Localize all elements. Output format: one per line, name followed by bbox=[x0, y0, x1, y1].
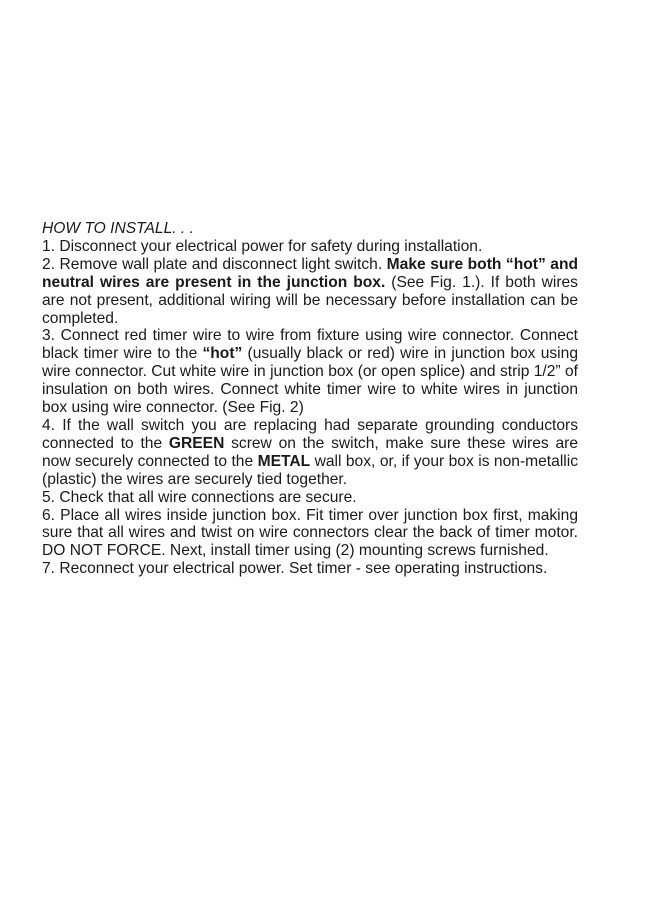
step-3 bbox=[42, 327, 578, 417]
step-2-emphasis: Make sure both “hot” and neutral wires are present in the junction box. bbox=[42, 255, 578, 291]
step-2-text-cont: (See Fig. 1.). If both wires are not present, additional wiring will be necessary before installation can be completed. bbox=[42, 273, 578, 327]
step-7 bbox=[42, 560, 578, 578]
step-1-text: 1. Disconnect your electrical power for safety during installation. bbox=[42, 237, 483, 255]
step-6-text: 6. Place all wires inside junction box. Fit timer over junction box first, making sure that all wires and twist on wire connectors clear the back of timer motor. DO NOT FORCE. Next, install timer using (2) mounting screws furnished. bbox=[42, 506, 578, 560]
step-2 bbox=[42, 256, 578, 328]
step-3-text-cont: (usually black or red) wire in junction box using wire connector. Cut white wire in junction box (or open splice) and strip 1/2” of insulation on both wires. Connect white timer wire to white wires in junction box using wire connector. (See Fig. 2) bbox=[42, 345, 578, 417]
step-5-text: 5. Check that all wire connections are secure. bbox=[42, 488, 357, 506]
step-4-metal: METAL bbox=[257, 452, 311, 470]
step-4-green: GREEN bbox=[168, 434, 225, 452]
step-3-text: 3. Connect red timer wire to wire from fixture using wire connector. Connect black timer wire to the bbox=[42, 327, 578, 363]
step-7-text: 7. Reconnect your electrical power. Set timer - see operating instructions. bbox=[42, 560, 548, 578]
step-2-text: 2. Remove wall plate and disconnect light switch. bbox=[42, 255, 387, 273]
step-5 bbox=[42, 489, 578, 507]
step-4 bbox=[42, 417, 578, 489]
step-4-text-cont: screw on the switch, make sure these wires are now securely connected to the bbox=[42, 434, 578, 470]
install-instructions bbox=[42, 220, 578, 578]
step-3-emphasis: “hot” bbox=[202, 345, 243, 363]
step-4-text-end: wall box, or, if your box is non-metallic (plastic) the wires are securely tied together. bbox=[42, 452, 579, 488]
step-4-text: 4. If the wall switch you are replacing had separate grounding conductors connected to the bbox=[42, 416, 578, 452]
section-heading: HOW TO INSTALL. . . bbox=[42, 220, 194, 237]
step-6 bbox=[42, 507, 578, 561]
step-1 bbox=[42, 238, 578, 256]
